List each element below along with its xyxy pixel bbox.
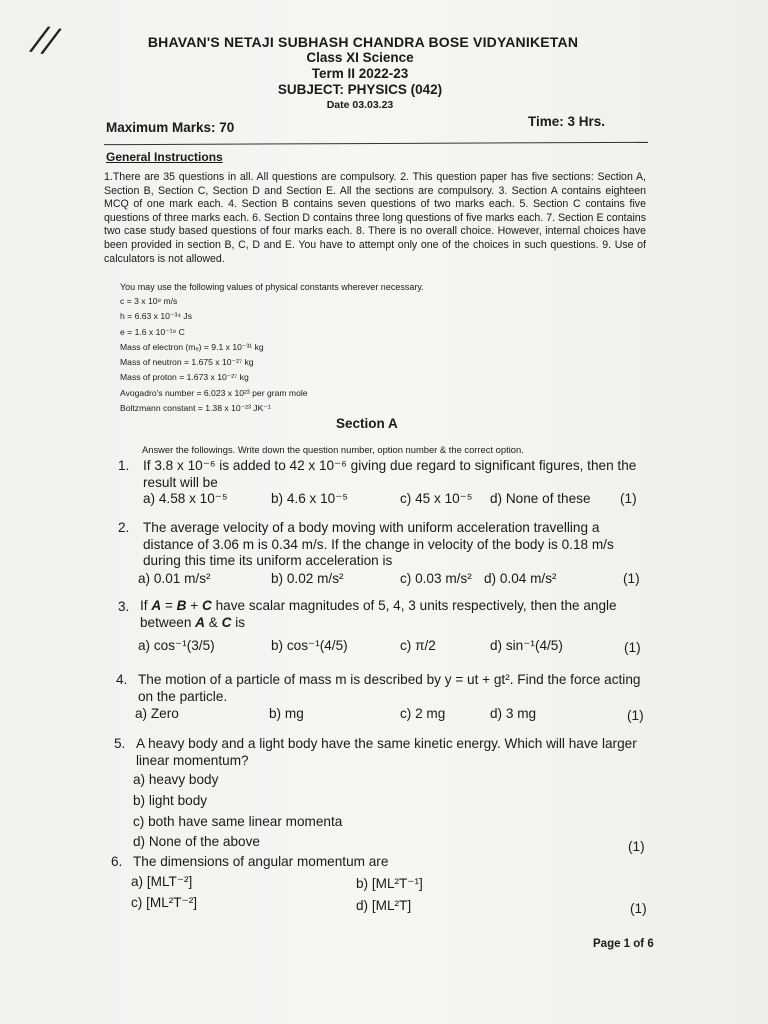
exam-date: Date 03.03.23 — [326, 99, 394, 111]
school-name: BHAVAN'S NETAJI SUBHASH CHANDRA BOSE VIDYANIKETAN — [147, 34, 579, 50]
question-number: 5. — [114, 736, 126, 751]
constant-item: h = 6.63 x 10⁻³⁴ Js — [120, 311, 193, 322]
question-text: A heavy body and a light body have the same kinetic energy. Which will have larger linear momentum? — [136, 736, 637, 768]
time-allowed: Time: 3 Hrs. — [528, 114, 606, 129]
option-b: b) light body — [133, 793, 208, 808]
question-marks: (1) — [628, 839, 645, 854]
question-number: 6. — [111, 854, 123, 869]
question-marks: (1) — [630, 901, 647, 916]
option-a: a) cos⁻¹(3/5) — [138, 638, 215, 653]
constants-list — [120, 294, 308, 416]
option-d: d) sin⁻¹(4/5) — [490, 638, 563, 653]
option-b: b) 0.02 m/s² — [271, 571, 344, 586]
option-c: c) 2 mg — [400, 706, 446, 721]
option-c: c) 45 x 10⁻⁵ — [400, 491, 473, 506]
term-line: Term II 2022-23 — [311, 66, 409, 81]
instructions-title: General Instructions — [106, 150, 223, 164]
constant-item: Mass of neutron = 1.675 x 10⁻²⁷ kg — [120, 357, 254, 368]
question-text: If 3.8 x 10⁻⁶ is added to 42 x 10⁻⁶ giving due regard to significant figures, then the result will be — [143, 458, 637, 490]
section-title: Section A — [336, 416, 398, 431]
instructions-text: 1.There are 35 questions in all. All questions are compulsory. 2. This question paper has five sections: Section A, Section B, Section C, Section D and Section E. All the sections are compulsory. 3. Section A contains eighteen MCQ of one mark each. 4. Section B contains seven questions of two marks each. 5. Section C contains five questions of three marks each. 6. Section D contains three long questions of five marks each. 7. Section E contains two case study based questions of four marks each. 8. There is no overall choice. However, internal choices have been provided in section B, C, D and E. You have to attempt only one of the choices in such questions. 9. Use of calculators is not allowed. — [104, 171, 646, 265]
constant-item: Mass of electron (mₑ) = 9.1 x 10⁻³¹ kg — [120, 341, 264, 352]
option-d: d) None of these — [490, 491, 591, 506]
constant-item: Boltzmann constant = 1.38 x 10⁻²³ JK⁻¹ — [120, 403, 271, 414]
section-instruction: Answer the followings. Write down the question number, option number & the correct option. — [142, 444, 524, 455]
option-b: b) 4.6 x 10⁻⁵ — [271, 491, 349, 506]
option-c: c) π/2 — [400, 638, 436, 653]
option-c: c) both have same linear momenta — [133, 814, 343, 829]
page-number: Page 1 of 6 — [593, 938, 654, 950]
option-d: d) [ML²T] — [356, 898, 412, 913]
divider — [104, 142, 648, 145]
option-a: a) Zero — [135, 706, 179, 721]
handwritten-mark: // — [30, 18, 61, 62]
option-a: a) 4.58 x 10⁻⁵ — [143, 491, 228, 506]
paper-header — [0, 34, 720, 112]
question-text: If A = B + C have scalar magnitudes of 5, 4, 3 units respectively, then the angle between A & C is — [140, 598, 617, 630]
constant-item: Mass of proton = 1.673 x 10⁻²⁷ kg — [120, 372, 249, 383]
subject-line: SUBJECT: PHYSICS (042) — [277, 82, 443, 97]
option-b: b) mg — [269, 706, 304, 721]
question-marks: (1) — [623, 571, 640, 586]
constants-intro: You may use the following values of physical constants wherever necessary. — [120, 282, 424, 292]
question-marks: (1) — [627, 708, 644, 723]
question-text: The dimensions of angular momentum are — [133, 854, 389, 869]
option-a: a) [MLT⁻²] — [131, 874, 193, 889]
option-c: c) 0.03 m/s² — [400, 571, 472, 586]
option-a: a) heavy body — [133, 772, 219, 787]
option-b: b) cos⁻¹(4/5) — [271, 638, 348, 653]
question-number: 1. — [118, 458, 130, 473]
maximum-marks: Maximum Marks: 70 — [106, 120, 235, 135]
question-number: 2. — [118, 520, 130, 535]
question-number: 4. — [116, 672, 128, 687]
class-line: Class XI Science — [306, 50, 414, 65]
option-b: b) [ML²T⁻¹] — [356, 876, 423, 891]
constant-item: Avogadro's number = 6.023 x 10²³ per gram mole — [120, 387, 308, 398]
question-marks: (1) — [624, 640, 641, 655]
constant-item: e = 1.6 x 10⁻¹⁹ C — [120, 326, 185, 337]
constant-item: c = 3 x 10⁸ m/s — [120, 296, 178, 306]
question-text: The average velocity of a body moving with uniform acceleration travelling a distance of 3.06 m is 0.34 m/s. If the change in velocity of the body is 0.18 m/s during this time its uniform acceleration is — [143, 520, 614, 568]
option-a: a) 0.01 m/s² — [138, 571, 211, 586]
option-c: c) [ML²T⁻²] — [131, 895, 198, 910]
question-marks: (1) — [620, 491, 637, 506]
question-number: 3. — [118, 599, 130, 614]
option-d: d) 0.04 m/s² — [484, 571, 557, 586]
question-text: The motion of a particle of mass m is described by y = ut + gt². Find the force acting on the particle. — [138, 672, 641, 704]
option-d: d) None of the above — [133, 834, 260, 849]
option-d: d) 3 mg — [490, 706, 537, 721]
